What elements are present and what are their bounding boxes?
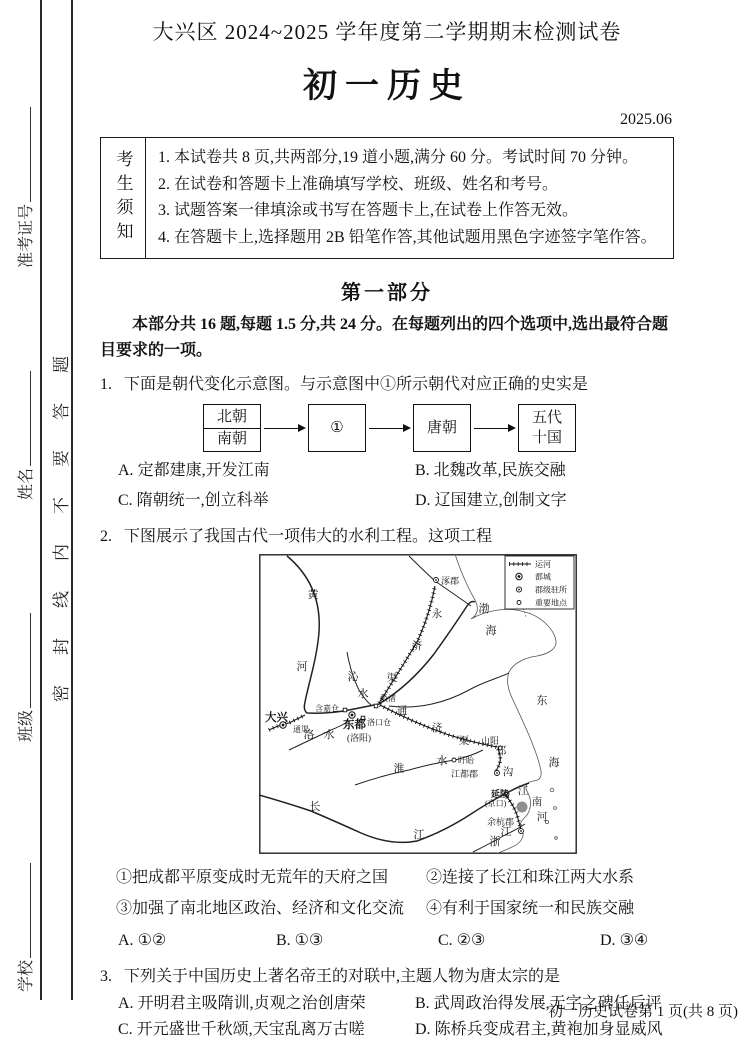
field-name — [13, 371, 36, 500]
map-label: 大兴 — [265, 712, 288, 724]
seal-line-left — [40, 0, 42, 1000]
page-footer: 初一历史试卷第 1 页(共 8 页) — [548, 1004, 738, 1020]
question-3-number: 3. — [100, 968, 112, 985]
map-legend — [505, 556, 574, 609]
option-text: 开元盛世千秋颂,天宝乱离万古嗟 — [136, 1021, 365, 1038]
zhuojun-river — [409, 556, 471, 606]
option-3C — [118, 1017, 415, 1043]
map-label: 水 — [357, 688, 369, 700]
flowchart-box-northern-southern — [203, 404, 261, 452]
map-label: 洛 — [303, 729, 315, 741]
question-2-options — [100, 926, 674, 956]
map-label: 延陵 — [491, 789, 510, 799]
dynasty-flowchart — [203, 404, 674, 452]
option-label: A. — [118, 932, 134, 949]
map-label: 东 — [536, 695, 548, 707]
map-label: 水 — [323, 729, 335, 741]
flowchart-box-row: 南朝 — [204, 428, 260, 449]
option-text: 北魏改革,民族交融 — [433, 462, 566, 479]
arrow-right-icon — [366, 405, 413, 451]
map-label: 江 — [413, 829, 425, 841]
option-label: D. — [415, 492, 431, 509]
field-class — [13, 613, 36, 742]
island — [555, 837, 558, 840]
map-label: 通 — [396, 706, 408, 717]
option-text: 辽国建立,创制文字 — [434, 492, 567, 509]
map-label: 涿郡 — [441, 576, 460, 586]
place-marker — [452, 758, 456, 762]
question-2-stem — [100, 524, 674, 549]
map-label: 黄 — [307, 589, 319, 601]
field-exam-number-label: 准考证号 — [18, 203, 35, 268]
granary-marker — [374, 704, 378, 708]
option-1A — [118, 456, 415, 486]
notice-item: 2. 在试卷和答题卡上准确填写学校、班级、姓名和考号。 — [158, 175, 559, 193]
notice-side-label: 考生须知 — [113, 150, 133, 246]
map-label: 浙 — [489, 836, 501, 848]
option-label: C. — [118, 1021, 133, 1038]
exam-number-blank — [17, 107, 31, 202]
map-label: 盱眙 — [458, 756, 474, 765]
school-blank — [17, 863, 31, 958]
option-2B — [276, 926, 438, 956]
exam-header-line: 大兴区 2024~2025 学年度第二学期期末检测试卷 — [152, 20, 622, 44]
option-label: D. — [600, 932, 616, 949]
suboption-4: ④有利于国家统一和民族交融 — [426, 900, 635, 917]
option-label: D. — [415, 1021, 431, 1038]
option-1D — [415, 486, 674, 516]
flowchart-box-row: 五代 — [531, 409, 562, 426]
option-label: C. — [118, 492, 133, 509]
yangtze-river — [259, 783, 529, 842]
option-1B — [415, 456, 674, 486]
map-label: 河 — [296, 661, 308, 673]
map-label: 洛口仓 — [367, 718, 391, 727]
option-text: ③④ — [619, 932, 649, 949]
map-label: 通渠 — [293, 725, 309, 734]
flowchart-box-tang — [413, 404, 471, 452]
option-2C — [438, 926, 600, 956]
prefecture-marker — [434, 578, 439, 583]
prefecture-marker — [519, 829, 524, 834]
legend-canal-label: 运河 — [535, 560, 551, 569]
option-text: 开明君主吸隋训,贞观之治创唐荣 — [137, 995, 366, 1012]
option-text: ①③ — [294, 932, 324, 949]
part-one-heading: 第一部分 — [341, 282, 433, 304]
map-labels-layer — [265, 575, 560, 848]
map-label: 沟 — [502, 767, 514, 778]
page-title: 初一历史 — [303, 68, 471, 105]
flowchart-box-five-dynasties — [518, 404, 576, 452]
yongji-canal — [379, 586, 435, 703]
option-label: B. — [415, 995, 430, 1012]
field-school — [13, 863, 36, 992]
flowchart-box-row: ① — [330, 419, 344, 436]
option-label: A. — [118, 995, 134, 1012]
map-label: (洛阳) — [347, 733, 371, 743]
option-label: A. — [118, 462, 134, 479]
option-label: B. — [276, 932, 291, 949]
option-1C — [118, 486, 415, 516]
suboption-2: ②连接了长江和珠江两大水系 — [426, 869, 635, 886]
candidate-notice-box — [100, 137, 674, 259]
arrow-right-icon — [261, 405, 308, 451]
legend-prefecture-label: 郡级驻所 — [535, 585, 567, 595]
legend-capital-label: 都城 — [535, 572, 551, 582]
name-blank — [17, 371, 31, 466]
grand-canal-map-figure — [259, 554, 577, 854]
question-1-number: 1. — [100, 376, 112, 393]
part-one-instructions: 本部分共 16 题,每题 1.5 分,共 24 分。在每题列出的四个选项中,选出最符合题目要求的一项。 — [100, 316, 669, 359]
map-label: 沁 — [347, 671, 359, 683]
exam-date: 2025.06 — [620, 111, 672, 128]
question-2-text: 下图展示了我国古代一项伟大的水利工程。这项工程 — [124, 528, 493, 545]
map-label: 永 — [431, 609, 443, 620]
granary-marker — [343, 708, 347, 712]
class-blank — [17, 613, 31, 708]
taihu-lake — [517, 802, 528, 813]
map-label: 板渚 — [380, 694, 396, 703]
option-text: ①② — [137, 932, 167, 949]
map-label: 江 — [500, 826, 512, 838]
map-label: 海 — [485, 625, 497, 637]
legend-place-label: 重要地点 — [535, 598, 567, 608]
grand-canal-map — [259, 554, 577, 854]
suboption-3: ③加强了南北地区政治、经济和文化交流 — [116, 900, 405, 917]
notice-item: 1. 本试卷共 8 页,共两部分,19 道小题,满分 60 分。考试时间 70 分钟。 — [158, 149, 639, 166]
main-content — [100, 0, 674, 1043]
map-label: 海 — [548, 757, 560, 769]
notice-body — [146, 138, 673, 258]
option-2D — [600, 926, 674, 956]
notice-side-cell — [101, 138, 146, 258]
map-label: 淮 — [393, 763, 405, 775]
question-2-suboptions — [100, 862, 674, 924]
capital-marker — [349, 712, 355, 718]
question-1-text: 下面是朝代变化示意图。与示意图中①所示朝代对应正确的史实是 — [124, 376, 589, 393]
map-label: 济 — [411, 641, 423, 652]
map-label: 邗 — [495, 746, 507, 757]
map-label: 渠 — [386, 673, 398, 684]
option-label: C. — [438, 932, 453, 949]
map-label: 山阳 — [481, 736, 500, 746]
map-label: 江都郡 — [451, 769, 479, 779]
option-text: 定都建康,开发江南 — [137, 462, 270, 479]
notice-item: 4. 在答题卡上,选择题用 2B 铅笔作答,其他试题用黑色字迹签字笔作答。 — [158, 228, 657, 246]
island — [550, 788, 554, 792]
option-text: ②③ — [456, 932, 486, 949]
flowchart-box-row: 十国 — [531, 430, 562, 446]
flowchart-box-row: 唐朝 — [426, 419, 457, 436]
map-label: 含嘉仓 — [315, 704, 339, 713]
map-label: 济 — [431, 723, 443, 734]
option-2A — [118, 926, 276, 956]
map-label: 东都 — [343, 719, 366, 731]
map-label: 水 — [436, 755, 448, 767]
field-name-label: 姓名 — [18, 467, 35, 500]
option-text: 隋朝统一,创立科举 — [136, 492, 269, 509]
seal-text: 密封线内不要答题 — [52, 326, 71, 702]
map-label: 江 — [517, 786, 529, 797]
map-label: (京口) — [485, 799, 507, 808]
map-label: 南 — [531, 797, 543, 808]
island — [554, 807, 557, 810]
map-label: 余杭郡 — [487, 817, 515, 827]
question-2-number: 2. — [100, 528, 112, 545]
arrow-right-icon — [471, 405, 518, 451]
flowchart-box-row: 北朝 — [216, 409, 247, 426]
option-3A — [118, 991, 415, 1017]
map-label: 河 — [536, 812, 548, 823]
map-label: 渠 — [458, 736, 470, 747]
flowchart-box-blank-1 — [308, 404, 366, 452]
suboption-1: ①把成都平原变成时无荒年的天府之国 — [116, 869, 389, 886]
map-label: 长 — [309, 801, 321, 813]
question-1-stem — [100, 372, 674, 397]
prefecture-marker — [495, 771, 500, 776]
notice-item: 3. 试题答案一律填涂或书写在答题卡上,在试卷上作答无效。 — [158, 202, 579, 219]
legend-capital-symbol — [516, 573, 522, 579]
legend-prefecture-symbol — [516, 587, 521, 592]
question-1-options — [100, 456, 674, 516]
legend-place-symbol — [517, 601, 521, 605]
option-text: 陈桥兵变成君主,黄袍加身显威风 — [434, 1021, 663, 1038]
map-label: 渤 — [478, 603, 490, 615]
option-text: 武周政治得发展,无字之碑任后评 — [433, 995, 662, 1012]
field-class-label: 班级 — [18, 709, 35, 742]
question-3-text: 下列关于中国历史上著名帝王的对联中,主题人物为唐太宗的是 — [124, 968, 561, 985]
field-exam-number — [13, 107, 36, 268]
option-label: B. — [415, 462, 430, 479]
question-3-stem — [100, 964, 674, 989]
field-school-label: 学校 — [18, 959, 35, 992]
